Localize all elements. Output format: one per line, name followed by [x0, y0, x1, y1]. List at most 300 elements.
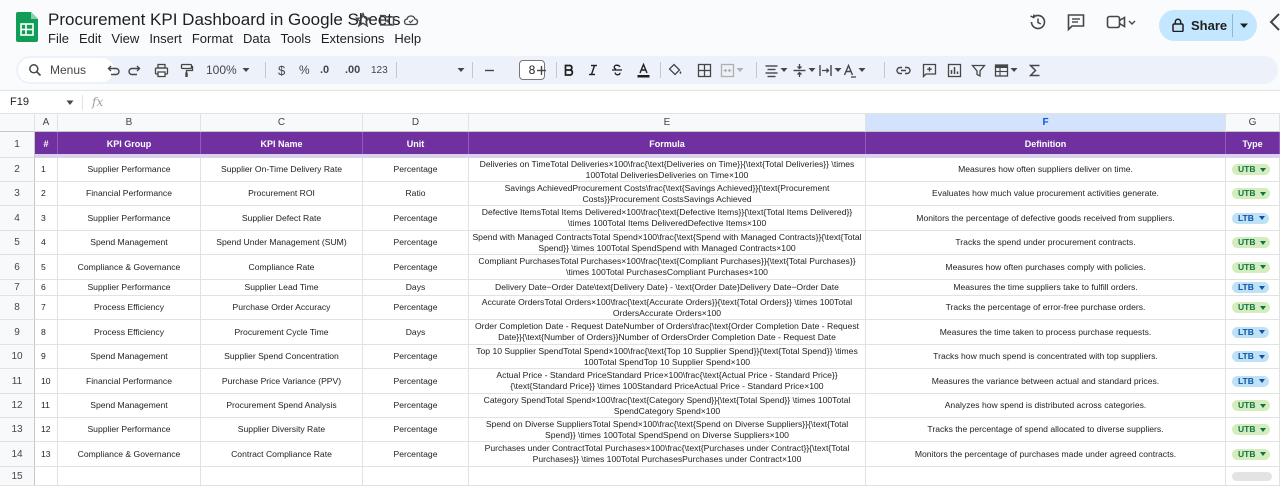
cell-a6[interactable] — [35, 255, 58, 280]
header-label: Unit — [406, 139, 425, 150]
vertical-align-button[interactable] — [792, 56, 816, 84]
borders-icon — [697, 63, 712, 78]
cell-f15[interactable] — [866, 467, 1226, 486]
cell-g3[interactable] — [1226, 182, 1280, 206]
redo-button[interactable] — [128, 56, 143, 84]
toolbar — [16, 56, 1278, 84]
name-box[interactable]: F19 — [10, 96, 29, 108]
chevron-down-icon — [1260, 452, 1266, 456]
print-button[interactable] — [154, 56, 169, 84]
move-folder-icon[interactable] — [379, 12, 395, 28]
chevron-down-icon — [858, 66, 866, 74]
chevron-down-icon — [1260, 404, 1266, 408]
cell-b3[interactable] — [58, 182, 201, 206]
cell-f4[interactable] — [866, 206, 1226, 231]
type-dropdown-chip[interactable] — [1232, 327, 1269, 338]
cell-c6[interactable] — [201, 255, 363, 280]
plus-icon — [536, 65, 547, 76]
row-header-8[interactable]: 8 — [0, 296, 35, 320]
cell-e15[interactable] — [469, 467, 866, 486]
menu-view[interactable]: View — [111, 31, 140, 46]
row-header-7[interactable]: 7 — [0, 280, 35, 296]
cell-a8[interactable] — [35, 296, 58, 320]
group-text: Compliance & Governance — [77, 261, 181, 272]
type-dropdown-chip[interactable] — [1232, 449, 1270, 460]
group-text: Compliance & Governance — [77, 448, 181, 459]
italic-icon — [587, 64, 599, 76]
cell-b2[interactable] — [58, 158, 201, 182]
name-text: Contract Compliance Rate — [231, 448, 332, 459]
unit-text: Percentage — [393, 302, 438, 313]
menu-help[interactable]: Help — [394, 31, 422, 46]
group-text: Financial Performance — [86, 375, 172, 386]
name-text: Procurement ROI — [248, 188, 315, 199]
cell-c3[interactable] — [201, 182, 363, 206]
name-text: Supplier Spend Concentration — [224, 351, 339, 362]
group-text: Supplier Performance — [87, 282, 171, 293]
chevron-down-icon — [1260, 241, 1266, 245]
cell-f5[interactable] — [866, 231, 1226, 255]
cell-e3[interactable] — [469, 182, 866, 206]
header-label: Type — [1242, 139, 1263, 150]
strikethrough-button[interactable] — [611, 56, 623, 84]
cell-d2[interactable] — [363, 158, 469, 182]
name-text: Supplier On-Time Delivery Rate — [221, 164, 342, 175]
row-header-5[interactable]: 5 — [0, 231, 35, 255]
vertical-align-icon — [792, 63, 807, 78]
chevron-down-icon — [1260, 192, 1266, 196]
cell-f6[interactable] — [866, 255, 1226, 280]
fx-label: fx — [92, 95, 104, 109]
document-title[interactable]: Procurement KPI Dashboard in Google Sheets — [48, 10, 401, 29]
type-dropdown-chip[interactable] — [1232, 351, 1269, 362]
print-icon — [154, 63, 169, 78]
header-label: KPI Name — [260, 139, 303, 150]
cell-a9[interactable] — [35, 320, 58, 345]
menu-file[interactable]: File — [48, 31, 69, 46]
formula-input[interactable] — [115, 93, 1265, 111]
cell-g11[interactable] — [1226, 369, 1280, 394]
cell-b9[interactable] — [58, 320, 201, 345]
cell-c5[interactable] — [201, 231, 363, 255]
cell-d13[interactable] — [363, 418, 469, 442]
cell-c14[interactable] — [201, 442, 363, 467]
cell-b7[interactable] — [58, 280, 201, 296]
header-label: KPI Group — [106, 139, 152, 150]
name-text: Compliance Rate — [248, 261, 315, 272]
cell-d15[interactable] — [363, 467, 469, 486]
cell-a5[interactable] — [35, 231, 58, 255]
cell-g10[interactable] — [1226, 345, 1280, 369]
type-value: UTB — [1238, 188, 1256, 199]
cell-c10[interactable] — [201, 345, 363, 369]
cell-c11[interactable] — [201, 369, 363, 394]
filter-views-button[interactable] — [994, 56, 1018, 84]
column-header-a[interactable]: A — [35, 114, 58, 132]
percent-format-button[interactable]: % — [299, 63, 310, 77]
increase-font-size-button[interactable] — [536, 56, 547, 84]
cell-f7[interactable] — [866, 280, 1226, 296]
row-header-6[interactable]: 6 — [0, 255, 35, 280]
type-value: LTB — [1238, 212, 1254, 223]
type-value: LTB — [1238, 351, 1254, 362]
group-text: Process Efficiency — [93, 326, 165, 337]
cell-c7[interactable] — [201, 280, 363, 296]
cell-a3[interactable] — [35, 182, 58, 206]
num-text: 13 — [41, 448, 51, 459]
cell-g9[interactable] — [1226, 320, 1280, 345]
cell-d3[interactable] — [363, 182, 469, 206]
cell-g5[interactable] — [1226, 231, 1280, 255]
cell-f8[interactable] — [866, 296, 1226, 320]
row-header-10[interactable]: 10 — [0, 345, 35, 369]
cell-g6[interactable] — [1226, 255, 1280, 280]
comments-icon[interactable] — [1066, 12, 1086, 32]
unit-text: Percentage — [393, 400, 438, 411]
cell-d9[interactable] — [363, 320, 469, 345]
functions-button[interactable] — [1029, 56, 1041, 84]
unit-text: Percentage — [393, 261, 438, 272]
definition-text: Monitors the percentage of defective goods received from suppliers. — [916, 212, 1175, 223]
cell-g14[interactable] — [1226, 442, 1280, 467]
definition-text: Measures the time taken to process purchase requests. — [939, 326, 1152, 337]
group-text: Spend Management — [90, 351, 168, 362]
unit-text: Ratio — [405, 188, 426, 199]
group-text: Process Efficiency — [93, 302, 165, 313]
name-box-dropdown-icon[interactable] — [66, 100, 74, 106]
cell-a11[interactable] — [35, 369, 58, 394]
cell-a13[interactable] — [35, 418, 58, 442]
cell-f11[interactable] — [866, 369, 1226, 394]
cell-e12[interactable] — [469, 394, 866, 418]
version-history-icon[interactable] — [1028, 12, 1048, 32]
type-dropdown-chip[interactable] — [1232, 213, 1269, 224]
row-header-1[interactable]: 1 — [0, 132, 35, 158]
cell-b5[interactable] — [58, 231, 201, 255]
num-text: 11 — [41, 400, 50, 411]
cell-c13[interactable] — [201, 418, 363, 442]
type-dropdown-chip[interactable] — [1232, 282, 1269, 293]
name-text: Procurement Spend Analysis — [226, 400, 337, 411]
definition-text: Tracks the percentage of spend allocated to diverse suppliers. — [927, 424, 1164, 435]
cell-a2[interactable] — [35, 158, 58, 182]
cell-d11[interactable] — [363, 369, 469, 394]
name-text: Supplier Defect Rate — [241, 212, 322, 223]
row-header-12[interactable]: 12 — [0, 394, 35, 418]
cell-a12[interactable] — [35, 394, 58, 418]
chevron-down-icon — [1259, 330, 1265, 334]
cell-b11[interactable] — [58, 369, 201, 394]
chevron-down-icon — [1010, 66, 1018, 74]
undo-button[interactable] — [105, 56, 120, 84]
formula-text: Deliveries on TimeTotal Deliveries×100\frac{\text{Deliveries on Time}}{\text{Total Deliveries}} \times 100Total DeliveriesDeliveries on Time×100 — [479, 158, 855, 180]
cell-d14[interactable] — [363, 442, 469, 467]
column-header-g[interactable]: G — [1226, 114, 1280, 132]
merge-cells-icon — [720, 63, 735, 78]
chevron-down-icon — [457, 66, 465, 74]
cell-c8[interactable] — [201, 296, 363, 320]
menu-insert[interactable]: Insert — [149, 31, 182, 46]
cell-d8[interactable] — [363, 296, 469, 320]
row-header-4[interactable]: 4 — [0, 206, 35, 231]
cell-g7[interactable] — [1226, 280, 1280, 296]
zoom-select[interactable] — [206, 56, 250, 84]
number-format-button[interactable]: 123 — [371, 64, 388, 76]
cell-f13[interactable] — [866, 418, 1226, 442]
select-all-corner[interactable] — [0, 114, 35, 132]
search-menus[interactable] — [18, 58, 114, 82]
cell-a4[interactable] — [35, 206, 58, 231]
filter-button[interactable] — [971, 56, 986, 84]
type-dropdown-chip[interactable] — [1232, 164, 1270, 175]
type-dropdown-chip[interactable] — [1232, 424, 1270, 435]
type-dropdown-chip[interactable] — [1232, 262, 1270, 273]
cell-e11[interactable] — [469, 369, 866, 394]
cell-e8[interactable] — [469, 296, 866, 320]
menu-tools[interactable]: Tools — [280, 31, 311, 46]
share-label: Share — [1191, 18, 1228, 33]
name-text: Supplier Lead Time — [244, 282, 319, 293]
unit-text: Days — [405, 326, 426, 337]
type-value: UTB — [1238, 237, 1256, 248]
link-icon — [896, 63, 911, 78]
minus-icon — [484, 65, 495, 76]
cell-d5[interactable] — [363, 231, 469, 255]
formula-text: Accurate OrdersTotal Orders×100\frac{\text{Accurate Orders}}{\text{Total Orders}} \times 100Total OrdersAccurate Orders×100 — [481, 296, 853, 318]
cell-f10[interactable] — [866, 345, 1226, 369]
add-comment-icon — [922, 63, 937, 78]
unit-text: Percentage — [393, 448, 438, 459]
chart-icon — [947, 63, 962, 78]
cell-d6[interactable] — [363, 255, 469, 280]
cell-e10[interactable] — [469, 345, 866, 369]
cell-g2[interactable] — [1226, 158, 1280, 182]
definition-text: Monitors the percentage of purchases made under agreed contracts. — [914, 448, 1177, 459]
cell-e7[interactable] — [469, 280, 866, 296]
sheets-logo-icon[interactable] — [16, 12, 38, 42]
name-text: Purchase Price Variance (PPV) — [221, 375, 342, 386]
header-label: # — [43, 139, 49, 150]
cell-d10[interactable] — [363, 345, 469, 369]
strikethrough-icon — [611, 64, 623, 76]
cell-b10[interactable] — [58, 345, 201, 369]
insert-comment-button[interactable] — [922, 56, 937, 84]
cell-g8[interactable] — [1226, 296, 1280, 320]
formula-text: Delivery Date−Order Date\text{Delivery Date} - \text{Order Date}Delivery Date−Order Date — [495, 282, 839, 293]
cell-d12[interactable] — [363, 394, 469, 418]
cell-d7[interactable] — [363, 280, 469, 296]
unit-text: Percentage — [393, 164, 438, 175]
undo-icon — [105, 63, 120, 78]
cell-f2[interactable] — [866, 158, 1226, 182]
cell-c2[interactable] — [201, 158, 363, 182]
cell-g13[interactable] — [1226, 418, 1280, 442]
cell-d4[interactable] — [363, 206, 469, 231]
increase-decimal-button[interactable]: .00 — [345, 64, 361, 76]
share-dropdown-icon[interactable] — [1239, 22, 1249, 30]
cell-c9[interactable] — [201, 320, 363, 345]
cell-e5[interactable] — [469, 231, 866, 255]
cell-e6[interactable] — [469, 255, 866, 280]
redo-icon — [128, 63, 143, 78]
paint-format-button[interactable] — [179, 56, 194, 84]
text-color-button[interactable] — [636, 56, 651, 84]
cell-b13[interactable] — [58, 418, 201, 442]
title-bar — [0, 0, 1280, 52]
num-text: 7 — [41, 302, 46, 313]
menus-label: Menus — [50, 63, 87, 77]
currency-format-button[interactable]: $ — [278, 62, 286, 78]
insert-chart-button[interactable] — [947, 56, 962, 84]
definition-text: Measures the variance between actual and standard prices. — [931, 375, 1160, 386]
column-header-f[interactable]: F — [866, 114, 1226, 132]
num-text: 4 — [41, 237, 46, 248]
group-text: Supplier Performance — [87, 164, 171, 175]
formula-text: Compliant PurchasesTotal Purchases×100\frac{\text{Compliant Purchases}}{\text{Total Purchases}} \times 100Total PurchasesCompliant Purchases×100 — [478, 256, 856, 277]
num-text: 1 — [41, 164, 46, 175]
row-header-2[interactable]: 2 — [0, 158, 35, 182]
row-header-3[interactable]: 3 — [0, 182, 35, 206]
cell-e14[interactable] — [469, 442, 866, 467]
cell-c12[interactable] — [201, 394, 363, 418]
decrease-decimal-button[interactable]: .0 — [320, 64, 330, 76]
font-size-input[interactable]: 8 — [519, 60, 545, 80]
group-text: Spend Management — [90, 237, 168, 248]
type-value: UTB — [1238, 424, 1256, 435]
row-header-15[interactable]: 15 — [0, 467, 35, 486]
definition-text: Measures how often purchases comply with policies. — [945, 261, 1146, 272]
cell-a10[interactable] — [35, 345, 58, 369]
header-label: Definition — [1024, 139, 1067, 150]
cell-f9[interactable] — [866, 320, 1226, 345]
unit-text: Percentage — [393, 351, 438, 362]
cell-a7[interactable] — [35, 280, 58, 296]
type-dropdown-chip[interactable] — [1232, 376, 1269, 387]
menu-bar — [48, 31, 431, 46]
type-dropdown-chip-empty[interactable] — [1232, 472, 1272, 481]
cell-a14[interactable] — [35, 442, 58, 467]
chevron-down-icon — [1260, 168, 1266, 172]
menu-extensions[interactable]: Extensions — [320, 31, 385, 46]
type-value: UTB — [1238, 302, 1256, 313]
cell-e9[interactable] — [469, 320, 866, 345]
cell-b4[interactable] — [58, 206, 201, 231]
cloud-saved-icon[interactable] — [403, 12, 419, 28]
definition-text: Evaluates how much value procurement activities generate. — [932, 188, 1159, 199]
bold-button[interactable] — [563, 56, 575, 84]
merge-cells-button[interactable] — [720, 56, 744, 84]
text-wrapping-button[interactable] — [818, 56, 842, 84]
type-dropdown-chip[interactable] — [1232, 302, 1270, 313]
chevron-down-icon — [1259, 286, 1265, 290]
header-underline — [35, 154, 1280, 158]
menu-data[interactable]: Data — [243, 31, 271, 46]
cell-a15[interactable] — [35, 467, 58, 486]
definition-text: Tracks how much spend is concentrated with top suppliers. — [933, 351, 1158, 362]
cell-b14[interactable] — [58, 442, 201, 467]
align-center-icon — [764, 63, 779, 78]
definition-text: Measures the time suppliers take to fulfill orders. — [953, 282, 1138, 293]
italic-button[interactable] — [587, 56, 599, 84]
decrease-font-size-button[interactable] — [484, 56, 495, 84]
num-text: 2 — [41, 188, 46, 199]
definition-text: Tracks the percentage of error-free purchase orders. — [945, 302, 1146, 313]
text-wrap-icon — [818, 63, 833, 78]
horizontal-align-button[interactable] — [764, 56, 788, 84]
cell-f12[interactable] — [866, 394, 1226, 418]
menu-edit[interactable]: Edit — [78, 31, 102, 46]
type-value: UTB — [1238, 448, 1256, 459]
num-text: 5 — [41, 261, 46, 272]
chevron-down-icon — [1259, 216, 1265, 220]
cell-b8[interactable] — [58, 296, 201, 320]
text-rotation-button[interactable] — [842, 56, 866, 84]
column-header-d[interactable]: D — [363, 114, 469, 132]
formula-text: Actual Price - Standard PriceStandard Price×100\frac{\text{Actual Price - Standard Price}}{\text{Standard Price}} \times 100Standard PriceActual Price - Standard Price×100 — [496, 370, 838, 391]
chevron-down-icon — [1260, 306, 1266, 310]
type-dropdown-chip[interactable] — [1232, 188, 1270, 199]
type-value: LTB — [1238, 282, 1254, 293]
cell-c4[interactable] — [201, 206, 363, 231]
insert-link-button[interactable] — [896, 56, 911, 84]
name-text: Procurement Cycle Time — [234, 326, 329, 337]
fill-color-button[interactable] — [668, 56, 683, 84]
sigma-icon — [1029, 64, 1041, 77]
cell-c15[interactable] — [201, 467, 363, 486]
row-header-13[interactable]: 13 — [0, 418, 35, 442]
type-dropdown-chip[interactable] — [1232, 400, 1270, 411]
menu-format[interactable]: Format — [191, 31, 233, 46]
cell-b15[interactable] — [58, 467, 201, 486]
unit-text: Percentage — [393, 375, 438, 386]
cell-f14[interactable] — [866, 442, 1226, 467]
search-icon — [28, 63, 42, 77]
cell-e13[interactable] — [469, 418, 866, 442]
chevron-down-icon — [736, 66, 744, 74]
unit-text: Percentage — [393, 237, 438, 248]
column-header-c[interactable]: C — [201, 114, 363, 132]
name-text: Supplier Diversity Rate — [237, 424, 326, 435]
type-dropdown-chip[interactable] — [1232, 237, 1270, 248]
unit-text: Percentage — [393, 424, 438, 435]
cell-b6[interactable] — [58, 255, 201, 280]
cell-b12[interactable] — [58, 394, 201, 418]
column-header-e[interactable]: E — [469, 114, 866, 132]
group-text: Financial Performance — [86, 188, 172, 199]
group-text: Supplier Performance — [87, 424, 171, 435]
cell-g4[interactable] — [1226, 206, 1280, 231]
cell-e2[interactable] — [469, 158, 866, 182]
star-icon[interactable] — [355, 12, 371, 28]
row-header-9[interactable]: 9 — [0, 320, 35, 345]
cell-f3[interactable] — [866, 182, 1226, 206]
spreadsheet-grid[interactable] — [0, 114, 1280, 486]
row-header-11[interactable]: 11 — [0, 369, 35, 394]
collapse-header-icon[interactable] — [1266, 12, 1280, 32]
name-text: Spend Under Management (SUM) — [216, 237, 347, 248]
num-text: 12 — [41, 424, 51, 435]
column-header-b[interactable]: B — [58, 114, 201, 132]
chevron-down-icon — [834, 66, 842, 74]
borders-button[interactable] — [697, 56, 712, 84]
cell-g15[interactable] — [1226, 467, 1280, 486]
cell-g12[interactable] — [1226, 394, 1280, 418]
meet-video-icon[interactable] — [1106, 12, 1136, 32]
cell-e4[interactable] — [469, 206, 866, 231]
share-button[interactable] — [1159, 10, 1257, 41]
row-header-14[interactable]: 14 — [0, 442, 35, 467]
font-family-select[interactable] — [457, 56, 465, 84]
